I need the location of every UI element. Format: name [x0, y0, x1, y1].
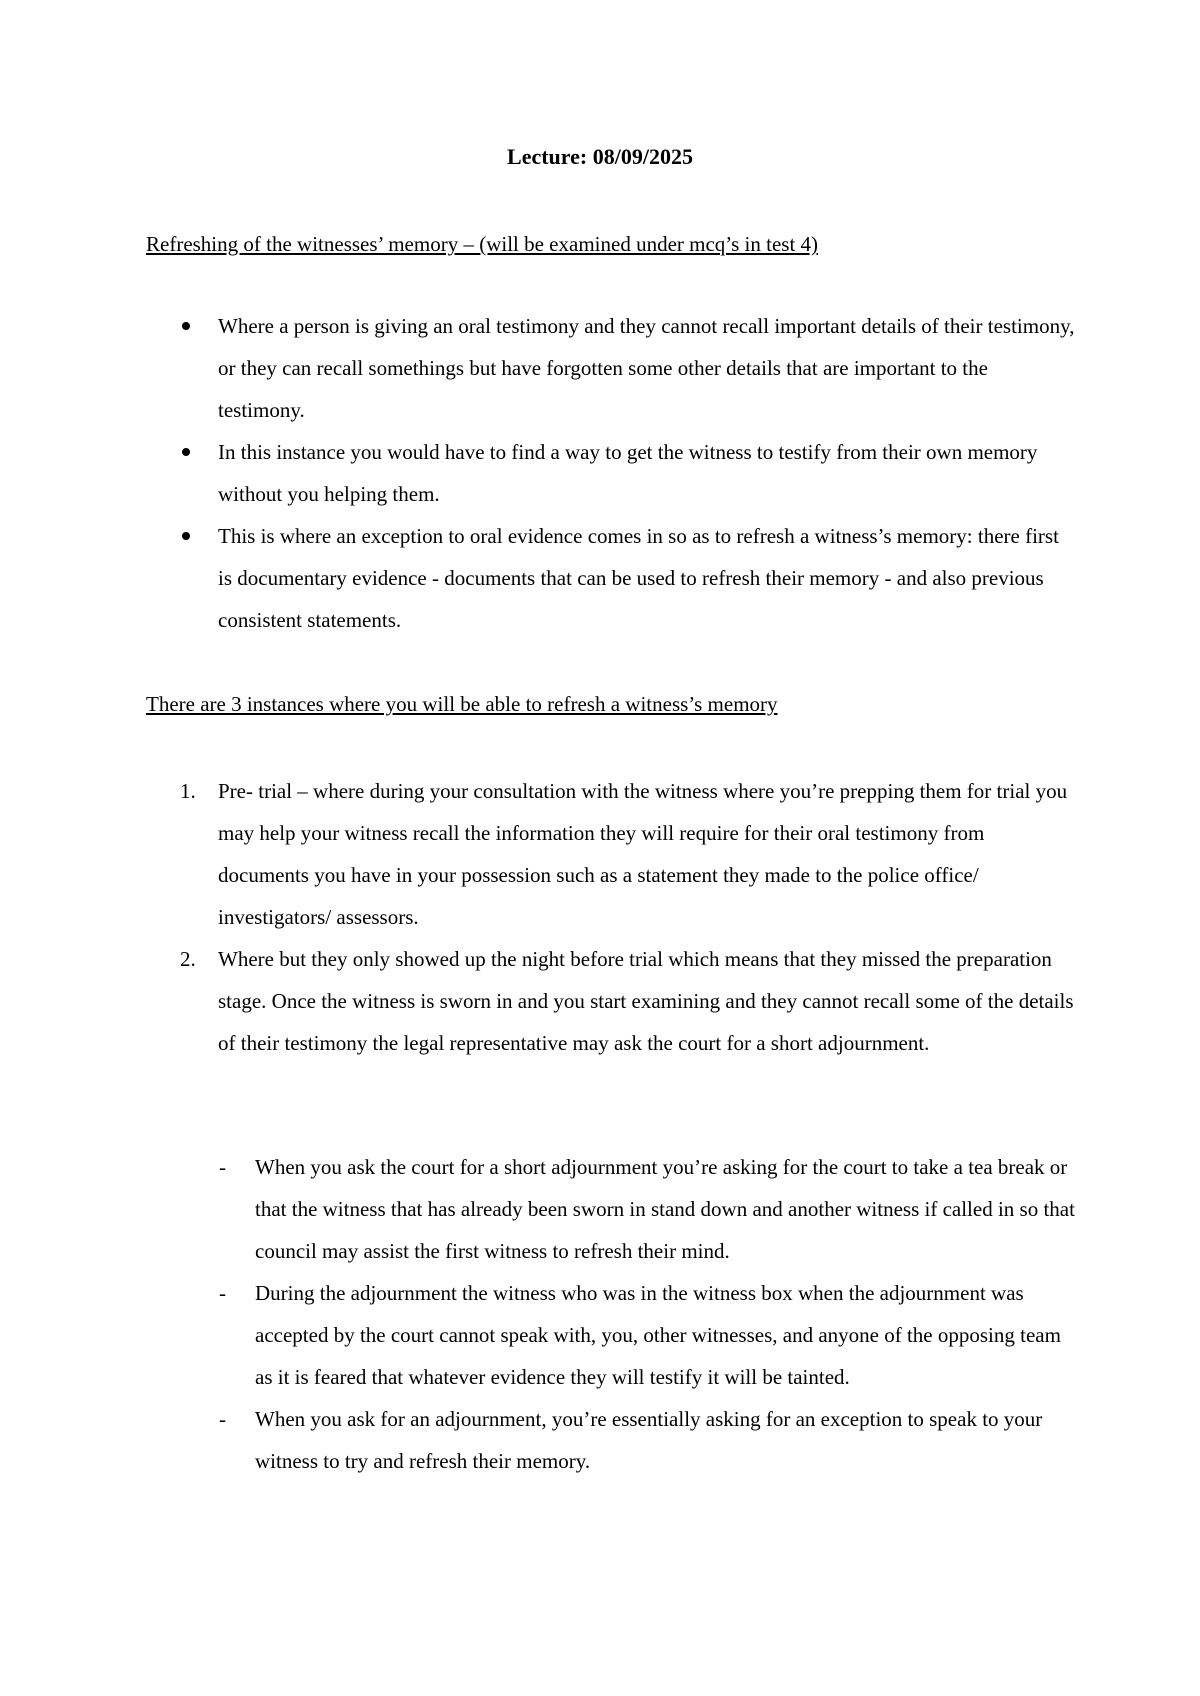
- list-item: [180, 770, 1078, 938]
- list-item: [218, 305, 1078, 431]
- section-heading-refreshing-memory: Refreshing of the witnesses’ memory – (will be examined under mcq’s in test 4): [146, 232, 819, 256]
- list-item-text: When you ask for an adjournment, you’re essentially asking for an exception to speak to your witness to try and refresh their memory.: [255, 1407, 1043, 1473]
- dash-list: [219, 1146, 1075, 1482]
- list-number: 1.: [180, 779, 196, 803]
- list-item: [180, 938, 1078, 1064]
- list-item: [219, 1146, 1075, 1272]
- bullet-icon: [182, 448, 190, 456]
- list-item: [219, 1272, 1075, 1398]
- bullet-list: [218, 305, 1078, 641]
- list-item-text: When you ask the court for a short adjournment you’re asking for the court to take a tea break or that the witness that has already been sworn in stand down and another witness if called in so that council may assist the first witness to refresh their mind.: [255, 1155, 1075, 1263]
- page-title: Lecture: 08/09/2025: [507, 144, 693, 169]
- section-heading-three-instances: There are 3 instances where you will be able to refresh a witness’s memory: [146, 692, 778, 716]
- bullet-icon: [182, 532, 190, 540]
- list-item-text: During the adjournment the witness who was in the witness box when the adjournment was accepted by the court cannot speak with, you, other witnesses, and anyone of the opposing team as it is feared that whatever evidence they will testify it will be tainted.: [255, 1281, 1061, 1389]
- dash-marker: -: [219, 1155, 226, 1179]
- list-item-text: Pre- trial – where during your consultation with the witness where you’re prepping them for trial you may help your witness recall the information they will require for their oral testimony from documents you have in your possession such as a statement they made to the police office/ investigators/ assessors.: [218, 779, 1068, 929]
- numbered-list: [180, 770, 1078, 1064]
- list-item-text: This is where an exception to oral evidence comes in so as to refresh a witness’s memory: there first is documentary evidence - documents that can be used to refresh their memory - and also previous consistent statements.: [218, 524, 1059, 632]
- list-number: 2.: [180, 947, 196, 971]
- bullet-icon: [182, 322, 190, 330]
- dash-marker: -: [219, 1407, 226, 1431]
- list-item: [219, 1398, 1075, 1482]
- list-item: [218, 431, 1078, 515]
- list-item-text: Where a person is giving an oral testimony and they cannot recall important details of their testimony, or they can recall somethings but have forgotten some other details that are important to the testimony.: [218, 314, 1075, 422]
- dash-marker: -: [219, 1281, 226, 1305]
- list-item-text: Where but they only showed up the night before trial which means that they missed the preparation stage. Once the witness is sworn in and you start examining and they cannot recall some of the details of their testimony the legal representative may ask the court for a short adjournment.: [218, 947, 1074, 1055]
- list-item-text: In this instance you would have to find a way to get the witness to testify from their own memory without you helping them.: [218, 440, 1038, 506]
- list-item: [218, 515, 1078, 641]
